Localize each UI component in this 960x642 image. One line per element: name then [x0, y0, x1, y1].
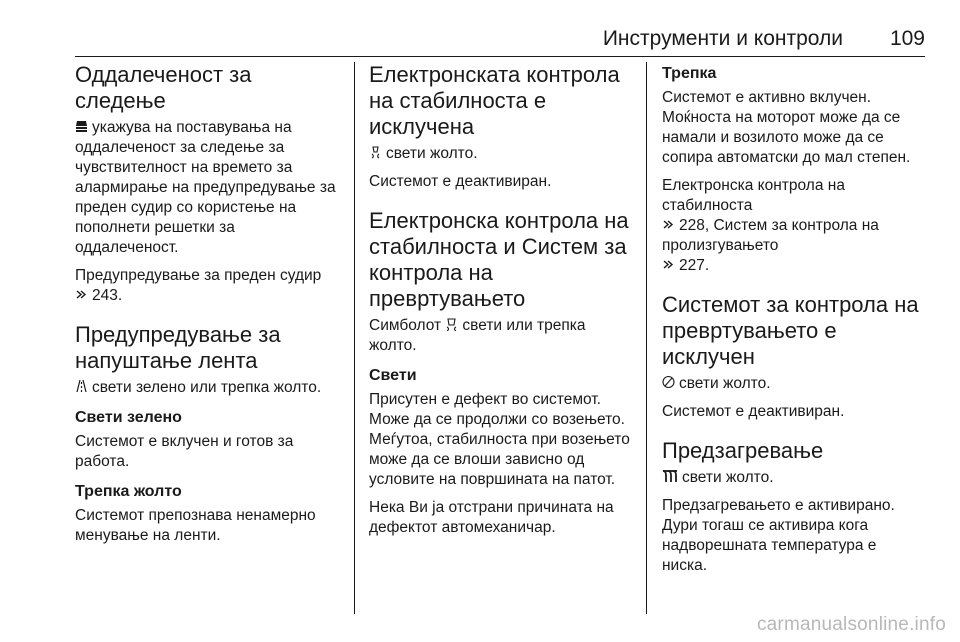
- column-3: [662, 62, 924, 584]
- esc-off-icon: [369, 145, 382, 159]
- paragraph: [662, 176, 924, 276]
- glow-plug-icon: [662, 469, 678, 483]
- rollover-off-icon: [662, 375, 675, 389]
- lane-departure-icon: [75, 379, 88, 393]
- section-title: Електронската контрола на стабилноста е исклучена: [369, 62, 620, 139]
- section-title: Системот за контрола на превртувањето е исклучен: [662, 292, 919, 369]
- paragraph-text: свети или трепка жолто.: [369, 317, 586, 354]
- column-divider: [354, 62, 355, 614]
- paragraph: Системот препознава ненамерно менување на ленти.: [75, 507, 316, 544]
- paragraph: [75, 118, 337, 258]
- page-reference-icon: [662, 217, 675, 231]
- page-reference-icon: [75, 287, 88, 301]
- paragraph-text: свети жолто.: [682, 469, 774, 486]
- page-reference: 243.: [92, 287, 123, 304]
- paragraph: [75, 378, 337, 398]
- paragraph: Системот е вклучен и готов за работа.: [75, 433, 294, 470]
- section-title: Предупредување за напуштање лента: [75, 322, 281, 373]
- subheading: Трепка: [662, 65, 717, 82]
- paragraph: Системот е деактивиран.: [662, 403, 845, 420]
- paragraph-text: свети жолто.: [386, 145, 478, 162]
- header-title: Инструменти и контроли: [602, 27, 843, 50]
- paragraph: Системот е деактивиран.: [369, 173, 552, 190]
- paragraph-text: свети жолто.: [679, 375, 771, 392]
- subheading: Свети: [369, 367, 417, 384]
- header-rule: [75, 56, 925, 57]
- page-number: 109: [889, 27, 925, 50]
- column-2: [369, 62, 631, 546]
- paragraph: [369, 316, 631, 356]
- paragraph: Присутен е дефект во системот. Може да се продолжи со возењето. Меѓутоа, стабилноста при возењето може да се влоши зависно од условите на површината на патот.: [369, 391, 630, 488]
- page-reference-icon: [662, 257, 675, 271]
- paragraph: [662, 374, 924, 394]
- watermark: carmanualsonline.info: [756, 614, 946, 635]
- subheading: Свети зелено: [75, 409, 182, 426]
- paragraph: Нека Ви ја отстрани причината на дефектот автомеханичар.: [369, 499, 614, 536]
- paragraph: Предзагревањето е активирано. Дури тогаш се активира кога надворешната температура е ниска.: [662, 497, 895, 574]
- paragraph-text: Електронска контрола на стабилноста: [662, 177, 845, 214]
- following-distance-icon: [75, 119, 88, 133]
- column-divider: [646, 62, 647, 614]
- paragraph-text: укажува на поставувања на оддалеченост за следење за чувствителност на времето за алармирање на предупредување за преден судир со користење на пополнети решетки за оддалеченост.: [75, 119, 336, 256]
- paragraph-text: Симболот: [369, 317, 442, 334]
- paragraph: [369, 144, 631, 164]
- paragraph: [662, 468, 924, 488]
- paragraph: [75, 266, 337, 306]
- section-title: Електронска контрола на стабилноста и Систем за контрола на превртувањето: [369, 208, 629, 311]
- paragraph-text: свети зелено или трепка жолто.: [92, 379, 322, 396]
- subheading: Трепка жолто: [75, 483, 182, 500]
- page-header: [75, 22, 925, 62]
- column-1: [75, 62, 337, 554]
- section-title: Предзагревање: [662, 438, 824, 463]
- page-reference: 228, Систем за контрола на пролизгувањето: [662, 217, 879, 254]
- section-title: Оддалеченост за следење: [75, 62, 252, 113]
- paragraph: Системот е активно вклучен. Моќноста на моторот може да се намали и возилото може да се сопира автоматски до мал степен.: [662, 89, 911, 166]
- esc-icon: [445, 317, 458, 331]
- paragraph-text: Предупредување за преден судир: [75, 267, 322, 284]
- page-reference: 227.: [679, 257, 710, 274]
